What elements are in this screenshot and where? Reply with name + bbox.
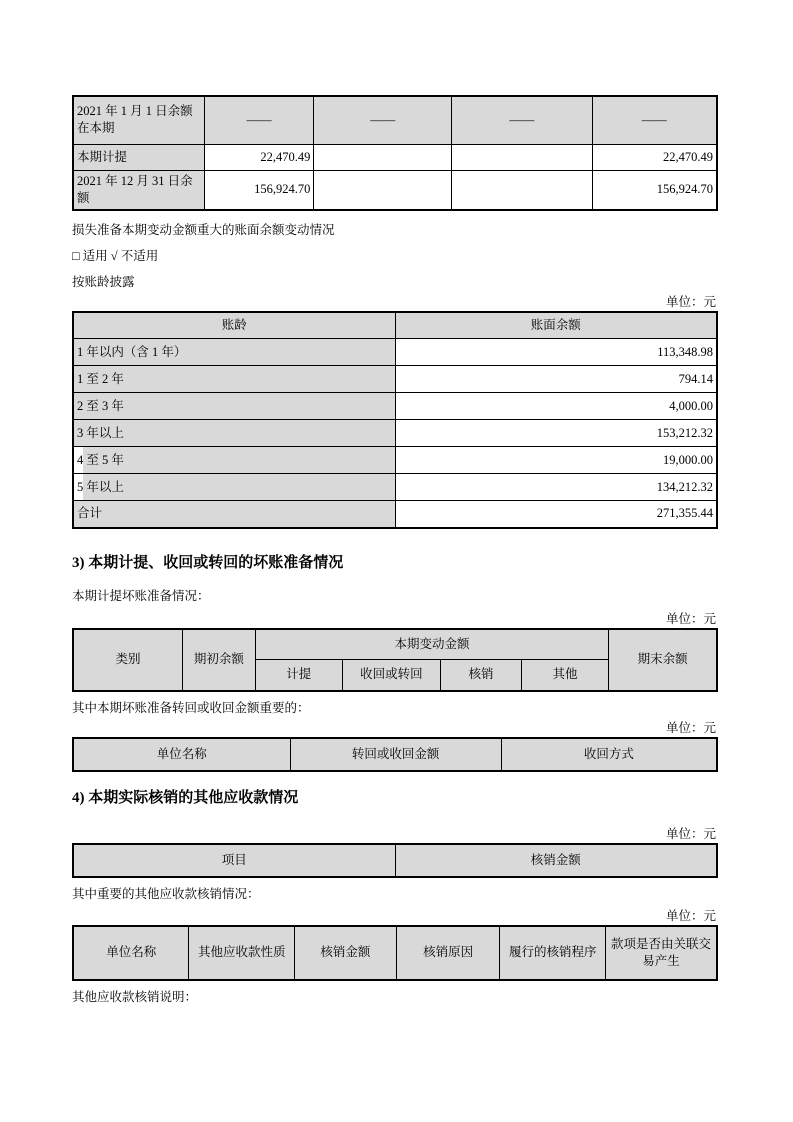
- row-label-cell: 5 年以上: [73, 474, 395, 501]
- table-row: [73, 501, 717, 528]
- amount-cell: 4,000.00: [395, 393, 717, 420]
- table-row: [73, 366, 717, 393]
- writeoff-note-label: 其他应收款核销说明：: [72, 989, 198, 1004]
- aging-disclosure-label: 按账龄披露: [72, 274, 135, 289]
- writeoff-procedure-header-cell: 履行的核销程序: [500, 926, 606, 980]
- writeoff-amount-header-cell: 核销金额: [295, 926, 397, 980]
- amount-cell: [314, 144, 452, 170]
- amount-cell: 22,470.49: [204, 144, 313, 170]
- table-header-row: [73, 629, 717, 660]
- recovery-table: [72, 737, 718, 772]
- recovery-amount-header-cell: 转回或收回金额: [290, 738, 501, 771]
- provision-table: [72, 628, 718, 692]
- table-row: [73, 339, 717, 366]
- unit-name-header-cell: 单位名称: [73, 738, 290, 771]
- amount-cell: 113,348.98: [395, 339, 717, 366]
- unit-name-header-cell: 单位名称: [73, 926, 189, 980]
- amount-cell: ——: [452, 96, 592, 144]
- amount-cell: [452, 144, 592, 170]
- table-header-row: [73, 312, 717, 339]
- row-label-cell: 本期计提: [73, 144, 204, 170]
- unit-label: 单位：元: [665, 826, 716, 841]
- row-label-cell: 2 至 3 年: [73, 393, 395, 420]
- writeoff-detail-table: [72, 925, 718, 981]
- amount-cell: ——: [592, 96, 717, 144]
- row-label-cell: 2021 年 12 月 31 日余额: [73, 170, 204, 210]
- row-label-cell: 2021 年 1 月 1 日余额在本期: [73, 96, 204, 144]
- aging-table: [72, 311, 718, 529]
- writeoff-summary-table: [72, 843, 718, 878]
- amount-cell: [314, 170, 452, 210]
- table-row: [73, 420, 717, 447]
- other-header-cell: 其他: [521, 660, 609, 691]
- row-label-cell: 1 至 2 年: [73, 366, 395, 393]
- table-row: [73, 96, 717, 144]
- category-header-cell: 类别: [73, 629, 182, 691]
- amount-cell: 22,470.49: [592, 144, 717, 170]
- recovery-method-header-cell: 收回方式: [501, 738, 717, 771]
- row-label-cell: 3 年以上: [73, 420, 395, 447]
- related-party-header-cell: 款项是否由关联交易产生: [606, 926, 717, 980]
- amount-cell: 153,212.32: [395, 420, 717, 447]
- receivable-nature-header-cell: 其他应收款性质: [189, 926, 295, 980]
- table-row: [73, 170, 717, 210]
- closing-balance-header-cell: 期末余额: [609, 629, 717, 691]
- amount-cell: ——: [204, 96, 313, 144]
- table-header-row: [73, 844, 717, 877]
- amount-cell: [452, 170, 592, 210]
- row-label-cell: 1 年以内（含 1 年）: [73, 339, 395, 366]
- recovery-important-note: 其中本期坏账准备转回或收回金额重要的：: [72, 700, 310, 715]
- table-header-row: [73, 926, 717, 980]
- amount-cell: 156,924.70: [204, 170, 313, 210]
- row-label-cell: 4 至 5 年: [73, 447, 395, 474]
- amount-cell: 134,212.32: [395, 474, 717, 501]
- period-change-group-header-cell: 本期变动金额: [255, 629, 609, 660]
- writeoff-reason-header-cell: 核销原因: [396, 926, 500, 980]
- section-3-heading: 3) 本期计提、收回或转回的坏账准备情况: [72, 554, 344, 571]
- carryover-balance-table: [72, 95, 718, 211]
- table-row: [73, 447, 717, 474]
- recover-header-cell: 收回或转回: [342, 660, 441, 691]
- accrual-header-cell: 计提: [255, 660, 342, 691]
- total-label-cell: 合计: [73, 501, 395, 528]
- table-row: [73, 144, 717, 170]
- writeoff-important-note: 其中重要的其他应收款核销情况：: [72, 886, 260, 901]
- aging-header-cell: 账龄: [73, 312, 395, 339]
- amount-cell: 156,924.70: [592, 170, 717, 210]
- unit-label: 单位：元: [665, 294, 716, 309]
- unit-label: 单位：元: [665, 908, 716, 923]
- table-row: [73, 474, 717, 501]
- loss-change-note: 损失准备本期变动金额重大的账面余额变动情况: [72, 222, 335, 237]
- table-row: [73, 393, 717, 420]
- balance-header-cell: 账面余额: [395, 312, 717, 339]
- writeoff-amount-header-cell: 核销金额: [395, 844, 717, 877]
- unit-label: 单位：元: [665, 611, 716, 626]
- opening-balance-header-cell: 期初余额: [182, 629, 255, 691]
- item-header-cell: 项目: [73, 844, 395, 877]
- writeoff-header-cell: 核销: [441, 660, 522, 691]
- amount-cell: 794.14: [395, 366, 717, 393]
- applicability-line: □ 适用 √ 不适用: [72, 248, 159, 263]
- total-amount-cell: 271,355.44: [395, 501, 717, 528]
- amount-cell: 19,000.00: [395, 447, 717, 474]
- provision-intro: 本期计提坏账准备情况：: [72, 588, 210, 603]
- amount-cell: ——: [314, 96, 452, 144]
- unit-label: 单位：元: [665, 720, 716, 735]
- section-4-heading: 4) 本期实际核销的其他应收款情况: [72, 789, 299, 806]
- table-header-row: [73, 738, 717, 771]
